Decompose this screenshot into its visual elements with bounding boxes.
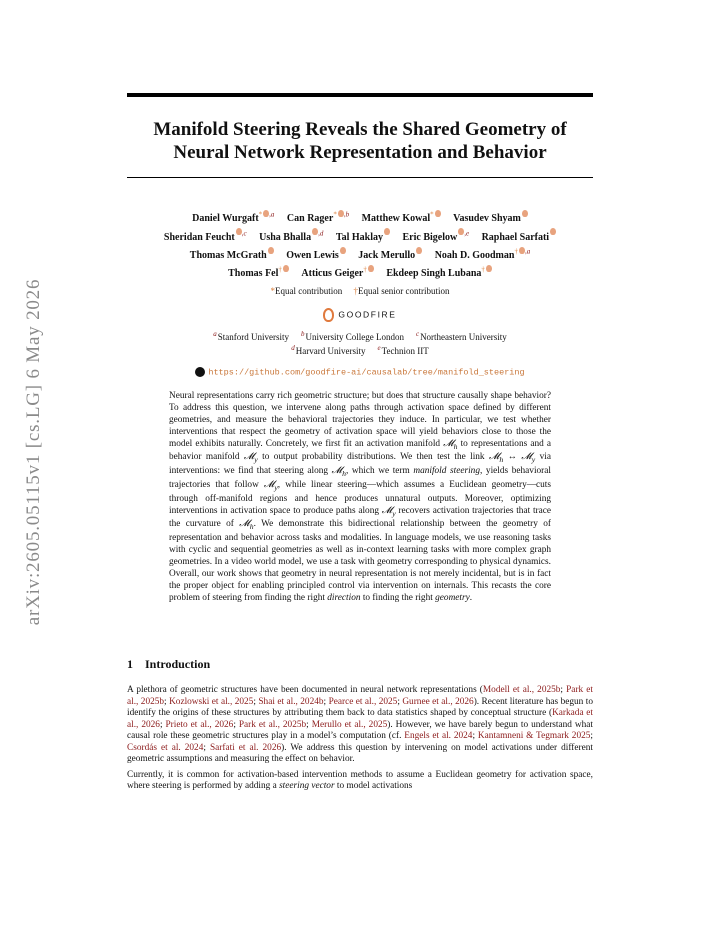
author-mark: * bbox=[258, 211, 263, 219]
author-name: Eric Bigelow bbox=[402, 231, 458, 243]
affiliation-sup: d bbox=[291, 344, 295, 352]
affiliation-sup: c bbox=[415, 330, 420, 338]
author-mark: † bbox=[481, 265, 485, 274]
goodfire-flame-icon bbox=[486, 265, 492, 272]
affiliation-name: Harvard University bbox=[295, 346, 366, 356]
author-name: Atticus Geiger bbox=[301, 268, 364, 280]
author-affiliation-mark: ,a bbox=[269, 211, 275, 219]
author-mark: * bbox=[333, 211, 337, 219]
github-link-row[interactable] bbox=[0, 367, 720, 377]
author-name: Can Rager bbox=[286, 213, 334, 225]
author bbox=[434, 247, 531, 261]
flame-icon bbox=[323, 308, 334, 322]
author-name: Matthew Kowal bbox=[361, 213, 431, 225]
author bbox=[286, 250, 346, 261]
goodfire-flame-icon bbox=[384, 228, 390, 235]
affiliation-sup: e bbox=[377, 344, 381, 352]
affiliation-sup: b bbox=[300, 330, 305, 338]
author bbox=[453, 213, 528, 224]
affiliations bbox=[150, 330, 570, 358]
author-affiliation-mark: ,e bbox=[464, 229, 470, 238]
goodfire-flame-icon bbox=[368, 265, 374, 272]
goodfire-flame-icon bbox=[435, 210, 441, 217]
introduction-body bbox=[127, 685, 593, 797]
author-mark: * bbox=[430, 211, 434, 219]
author-mark: † bbox=[278, 265, 282, 274]
github-icon bbox=[195, 367, 205, 377]
title-bottom-rule bbox=[127, 177, 593, 178]
author bbox=[386, 265, 492, 280]
github-url[interactable]: https://github.com/goodfire-ai/causalab/tree/manifold_steering bbox=[208, 367, 525, 378]
brand-name: GOODFIRE bbox=[338, 309, 397, 320]
affiliation bbox=[416, 332, 507, 342]
goodfire-flame-icon bbox=[416, 247, 422, 254]
author-mark: † bbox=[514, 247, 518, 256]
author bbox=[301, 265, 373, 280]
goodfire-flame-icon bbox=[283, 265, 289, 272]
author-name: Thomas Fel bbox=[228, 268, 279, 280]
goodfire-flame-icon bbox=[268, 247, 274, 254]
goodfire-logo bbox=[0, 308, 720, 322]
paper-title bbox=[110, 118, 610, 164]
senior-contribution-text: Equal senior contribution bbox=[358, 286, 450, 296]
intro-paragraph-2: Currently, it is common for activation-based intervention methods to assume a Euclidean geometry for activation space, where steering is performed by adding a steering vector to model activations bbox=[127, 769, 593, 791]
author bbox=[190, 250, 274, 261]
author bbox=[192, 213, 274, 224]
author bbox=[336, 232, 390, 243]
affiliation-name: University College London bbox=[305, 332, 404, 342]
author bbox=[362, 213, 441, 224]
author-affiliation-mark: ,d bbox=[318, 229, 324, 238]
author-name: Ekdeep Singh Lubana bbox=[386, 268, 482, 280]
author-affiliation-mark: ,a bbox=[524, 247, 531, 256]
affiliation-name: Northeastern University bbox=[420, 332, 507, 342]
contribution-note bbox=[120, 286, 600, 296]
author-name: Daniel Wurgaft bbox=[192, 213, 259, 225]
author-name: Owen Lewis bbox=[286, 249, 339, 261]
section-number: 1 bbox=[127, 657, 133, 671]
author bbox=[163, 229, 247, 243]
affiliation bbox=[213, 332, 289, 342]
author-name: Sheridan Feucht bbox=[163, 231, 235, 243]
goodfire-flame-icon bbox=[522, 210, 528, 217]
dagger-mark: † bbox=[353, 286, 358, 296]
author-name: Jack Merullo bbox=[358, 249, 416, 261]
title-line-1: Manifold Steering Reveals the Shared Geometry of bbox=[153, 119, 567, 140]
author-name: Noah D. Goodman bbox=[434, 249, 515, 261]
section-heading bbox=[127, 657, 210, 672]
affiliation bbox=[291, 346, 365, 356]
author bbox=[358, 250, 422, 261]
author-affiliation-mark: ,b bbox=[343, 211, 350, 219]
author bbox=[402, 229, 470, 243]
author bbox=[287, 213, 349, 224]
goodfire-flame-icon bbox=[550, 228, 556, 235]
intro-paragraph-1: A plethora of geometric structures have been documented in neural network representations (Modell et al., 2025b; Park et al., 2025b; Kozlowski et al., 2025; Shai et al., 2024b; Pearce et al., 2025; Gurnee et al., 2026). Recent literature has begun to identify the origins of these structures by attributing them back to data statistics shaped by conceptual structure (Karkada et al., 2026; Prieto et al., 2026; Park et al., 2025b; Merullo et al., 2025). However, we have barely begun to understand what causal role these geometric structures play in a model’s computation (cf. Engels et al. 2024; Kantamneni & Tegmark 2025; Csordás et al. 2024; Sarfati et al. 2026). We address this question by intervening on model activations under different geometric assumptions and measuring the effect on behavior. bbox=[127, 685, 594, 764]
affiliation bbox=[301, 332, 404, 342]
author-list bbox=[120, 210, 600, 283]
title-top-rule bbox=[127, 93, 593, 97]
affiliation-name: Stanford University bbox=[217, 332, 289, 342]
goodfire-flame-icon bbox=[340, 247, 346, 254]
arxiv-stamp: arXiv:2605.05115v1 [cs.LG] 6 May 2026 bbox=[23, 278, 44, 626]
author bbox=[482, 232, 557, 243]
author bbox=[228, 265, 289, 280]
author-name: Tal Haklay bbox=[335, 231, 383, 243]
affiliation bbox=[378, 346, 429, 356]
section-title: Introduction bbox=[145, 657, 211, 671]
author-mark: † bbox=[363, 265, 367, 274]
author-name: Raphael Sarfati bbox=[481, 231, 550, 243]
equal-contribution-text: Equal contribution bbox=[275, 286, 343, 296]
author-affiliation-mark: ,c bbox=[241, 229, 247, 238]
author-name: Vasudev Shyam bbox=[453, 213, 521, 225]
affiliation-name: Technion IIT bbox=[381, 346, 429, 356]
author-name: Usha Bhalla bbox=[259, 231, 312, 243]
star-mark: * bbox=[270, 286, 275, 296]
title-line-2: Neural Network Representation and Behavior bbox=[173, 142, 547, 163]
affiliation-sup: a bbox=[213, 330, 217, 338]
author-name: Thomas McGrath bbox=[189, 249, 267, 261]
abstract: Neural representations carry rich geometric structure; but does that structure causally shape behavior? To address this question, we intervene along paths through activation space defined by different geometries, and measure the behavioral trajectories they induce. In particular, we test whether interventions that respect the geometry of activation space will yield behaviors close to those the model exhibits naturally. Concretely, we first fit an activation manifold 𝓜$_h$ to representations and a behavior manifold 𝓜$_y$ to output probability distributions. We then test the link 𝓜$_h$ ↔ 𝓜$_y$ via interventions: we find that steering along 𝓜$_h$, which we term manifold steering, yields behavioral trajectories that follow 𝓜$_y$, while linear steering—which assumes a Euclidean geometry—cuts through off-manifold regions and hence produces unnatural outputs. Moreover, optimizing interventions in activation space to produce paths along 𝓜$_y$ recovers activation trajectories that trace the curvature of 𝓜$_h$. We demonstrate this bidirectional relationship between the geometry of representation and behavior across tasks and modalities. In language models, we use reasoning tasks with cyclic and sequential geometries as well as in-context learning tasks with more complex graph geometries. In a video world model, we use a task with geometry corresponding to physical dynamics. Overall, our work shows that geometry in neural representation is not merely incidental, but is in fact the proper object for enabling principled control via intervention on internals. This recasts the core problem of steering from finding the right direction to finding the right geometry. bbox=[169, 391, 552, 603]
author bbox=[259, 229, 324, 243]
